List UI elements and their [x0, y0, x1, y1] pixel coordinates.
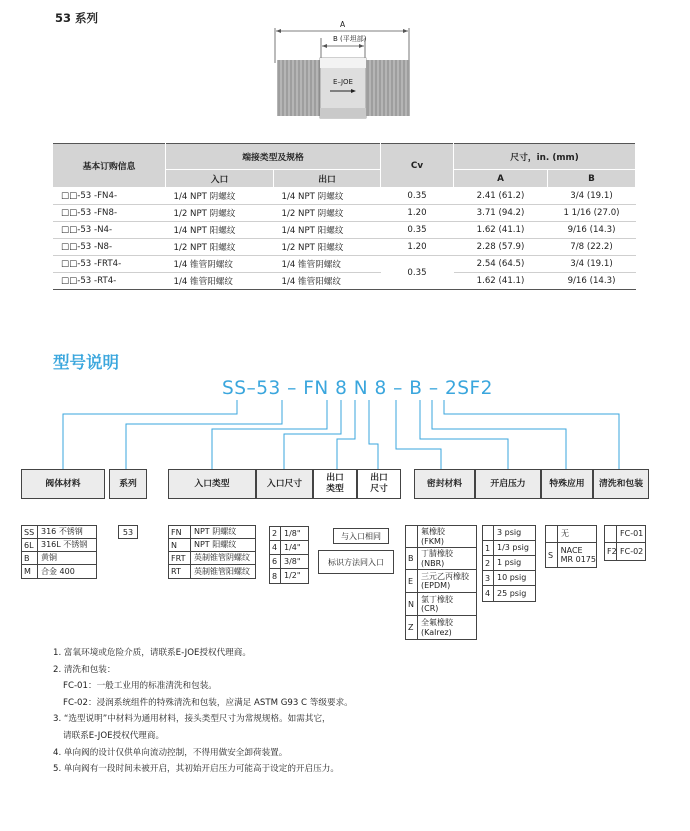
cell-outlet: 1/4 锥管阴螺纹: [274, 256, 381, 273]
cleaning-packaging-options: [604, 525, 646, 561]
option-code: Z: [406, 616, 418, 639]
option-code: FN: [169, 526, 191, 538]
dim-a-label: A: [340, 20, 346, 29]
option-code: S: [546, 543, 558, 567]
cell-cv: 0.35: [381, 188, 454, 205]
option-code: N: [169, 539, 191, 551]
option-code: 6L: [22, 539, 38, 551]
option-code: 4: [270, 541, 281, 554]
th-conn: 端接类型及规格: [166, 144, 381, 170]
option-desc: 3 psig: [497, 528, 522, 538]
th-in: 入口: [166, 170, 274, 188]
option-desc: FC-01: [620, 529, 644, 539]
header-cleaning-packaging: 清洗和包装: [593, 469, 649, 499]
cell-a: 3.71 (94.2): [454, 205, 548, 222]
option-desc: FC-02: [620, 546, 644, 556]
special-application-options: [545, 525, 597, 568]
header-inlet-type: 入口类型: [168, 469, 256, 499]
note-line: 3. “选型说明”中材料为通用材料，接头类型尺寸为常规规格。如需其它，: [53, 714, 331, 725]
cell-cv: 0.35: [381, 222, 454, 239]
note-line: 5. 单向阀有一段时间未被开启，其初始开启压力可能高于设定的开启压力。: [53, 764, 339, 775]
option-code: 1: [483, 541, 494, 555]
option-code: 4: [483, 586, 494, 601]
option-code: 2: [483, 556, 494, 570]
option-code: E: [406, 570, 418, 592]
option-code: [406, 526, 418, 547]
option-desc: 三元乙丙橡胶 (EPDM): [421, 571, 469, 590]
option-desc: 英制锥管阴螺纹: [194, 553, 250, 563]
option-code: SS: [22, 526, 38, 538]
note-line: 请联系E-JOE授权代理商。: [63, 730, 165, 741]
table-row: [53, 188, 636, 205]
cell-b: 3/4 (19.1): [548, 256, 636, 273]
header-cracking-pressure: 开启压力: [475, 469, 541, 499]
option-code: 8: [270, 569, 281, 583]
cell-order: □□-53 -N8-: [53, 239, 166, 256]
table-row: [53, 273, 636, 290]
cell-inlet: 1/4 锥管阴螺纹: [166, 256, 274, 273]
cell-inlet: 1/2 NPT 阳螺纹: [166, 239, 274, 256]
option-desc: 316 不锈钢: [41, 527, 83, 537]
option-code: [605, 526, 617, 542]
option-code: F2: [605, 543, 617, 560]
cell-a: 1.62 (41.1): [454, 222, 548, 239]
option-desc: 1/8": [284, 528, 301, 538]
option-desc: 氟橡胶 (FKM): [421, 527, 445, 546]
option-desc: 合金 400: [41, 566, 75, 576]
option-desc: 氯丁橡胶 (CR): [421, 594, 453, 613]
note-line: 4. 单向阀的设计仅供单向流动控制，不得用做安全卸荷装置。: [53, 747, 288, 758]
cell-outlet: 1/2 NPT 阳螺纹: [274, 239, 381, 256]
dim-b-label: B (平坦部): [333, 35, 367, 43]
header-series: 系列: [109, 469, 147, 499]
header-body-material: 阀体材料: [21, 469, 105, 499]
cell-cv: 0.35: [381, 256, 454, 290]
outlet-note: 标识方法同入口: [318, 550, 394, 574]
header-special-application: 特殊应用: [541, 469, 593, 499]
option-desc: 1/2": [284, 571, 301, 581]
header-outlet-size: 出口 尺寸: [357, 469, 401, 499]
th-a: A: [454, 170, 548, 188]
cell-outlet: 1/4 NPT 阳螺纹: [274, 222, 381, 239]
cell-a: 2.28 (57.9): [454, 239, 548, 256]
cell-inlet: 1/4 NPT 阳螺纹: [166, 222, 274, 239]
model-title: 型号说明: [53, 353, 119, 372]
cell-outlet: 1/4 NPT 阴螺纹: [274, 188, 381, 205]
cell-order: □□-53 -FN8-: [53, 205, 166, 222]
cell-outlet: 1/4 锥管阳螺纹: [274, 273, 381, 290]
option-code: B: [406, 548, 418, 569]
spec-table: [53, 143, 636, 290]
option-code: [483, 526, 494, 540]
table-row: [53, 256, 636, 273]
option-desc: NPT 阳螺纹: [194, 540, 237, 550]
th-order: 基本订购信息: [53, 144, 166, 188]
th-out: 出口: [274, 170, 381, 188]
option-desc: 3/8": [284, 556, 301, 566]
part-number-code: SS–53 – FN 8 N 8 – B – 2SF2: [222, 378, 493, 399]
cell-b: 9/16 (14.3): [548, 222, 636, 239]
table-row: [53, 205, 636, 222]
cell-cv: 1.20: [381, 239, 454, 256]
cell-inlet: 1/4 锥管阳螺纹: [166, 273, 274, 290]
header-inlet-size: 入口尺寸: [256, 469, 313, 499]
note-line: FC-02：浸润系统组件的特殊清洗和包装，应满足 ASTM G93 C 等级要求。: [63, 697, 353, 708]
body-material-options: [21, 525, 97, 579]
seal-material-options: [405, 525, 477, 640]
cell-cv: 1.20: [381, 205, 454, 222]
note-line: FC-01：一般工业用的标准清洗和包装。: [63, 681, 217, 692]
inlet-type-options: [168, 525, 256, 579]
th-dim: 尺寸，in. (mm): [454, 144, 636, 170]
note-line: 1. 富氧环境或危险介质，请联系E-JOE授权代理商。: [53, 648, 251, 658]
option-code: M: [22, 565, 38, 578]
cracking-pressure-options: [482, 525, 536, 602]
table-row: [53, 222, 636, 239]
option-desc: 1/3 psig: [497, 543, 529, 553]
cell-b: 9/16 (14.3): [548, 273, 636, 290]
option-code: [546, 526, 558, 542]
table-row: [53, 239, 636, 256]
option-desc: 316L 不锈钢: [41, 540, 88, 550]
inlet-size-options: [269, 526, 309, 584]
option-code: 3: [483, 571, 494, 585]
cell-order: □□-53 -FN4-: [53, 188, 166, 205]
cell-b: 7/8 (22.2): [548, 239, 636, 256]
option-desc: 25 psig: [497, 588, 527, 598]
cell-order: □□-53 -RT4-: [53, 273, 166, 290]
option-code: 6: [270, 555, 281, 568]
option-desc: 全氟橡胶 (Kalrez): [421, 618, 453, 637]
header-seal-material: 密封材料: [414, 469, 475, 499]
option-code: B: [22, 552, 38, 564]
cell-b: 3/4 (19.1): [548, 188, 636, 205]
cell-order: □□-53 -N4-: [53, 222, 166, 239]
outlet-same-as-inlet: 与入口相同: [333, 528, 389, 544]
option-code: FRT: [169, 552, 191, 564]
cell-a: 2.54 (64.5): [454, 256, 548, 273]
option-desc: 无: [561, 529, 569, 539]
cell-a: 1.62 (41.1): [454, 273, 548, 290]
cell-outlet: 1/2 NPT 阴螺纹: [274, 205, 381, 222]
cell-inlet: 1/4 NPT 阴螺纹: [166, 188, 274, 205]
option-code: 2: [270, 527, 281, 540]
th-cv: Cv: [381, 144, 454, 188]
body-label: E–JOE: [333, 78, 353, 86]
option-code: RT: [169, 565, 191, 578]
option-desc: 10 psig: [497, 573, 527, 583]
note-line: 2. 清洗和包装：: [53, 664, 116, 675]
option-desc: 丁腈橡胶 (NBR): [421, 549, 453, 568]
option-desc: 1 psig: [497, 558, 522, 568]
cell-b: 1 1/16 (27.0): [548, 205, 636, 222]
header-outlet-type: 出口 类型: [313, 469, 357, 499]
series-title: 53 系列: [55, 11, 99, 25]
series-value: 53: [118, 525, 138, 539]
option-code: N: [406, 593, 418, 615]
cell-order: □□-53 -FRT4-: [53, 256, 166, 273]
option-desc: 1/4": [284, 542, 301, 552]
option-desc: NPT 阴螺纹: [194, 527, 237, 537]
option-desc: NACE MR 0175: [560, 545, 596, 564]
option-desc: 黄铜: [41, 553, 57, 563]
option-desc: 英制锥管阳螺纹: [194, 566, 250, 576]
notes: [53, 645, 353, 778]
cell-inlet: 1/2 NPT 阴螺纹: [166, 205, 274, 222]
cell-a: 2.41 (61.2): [454, 188, 548, 205]
th-b: B: [548, 170, 636, 188]
